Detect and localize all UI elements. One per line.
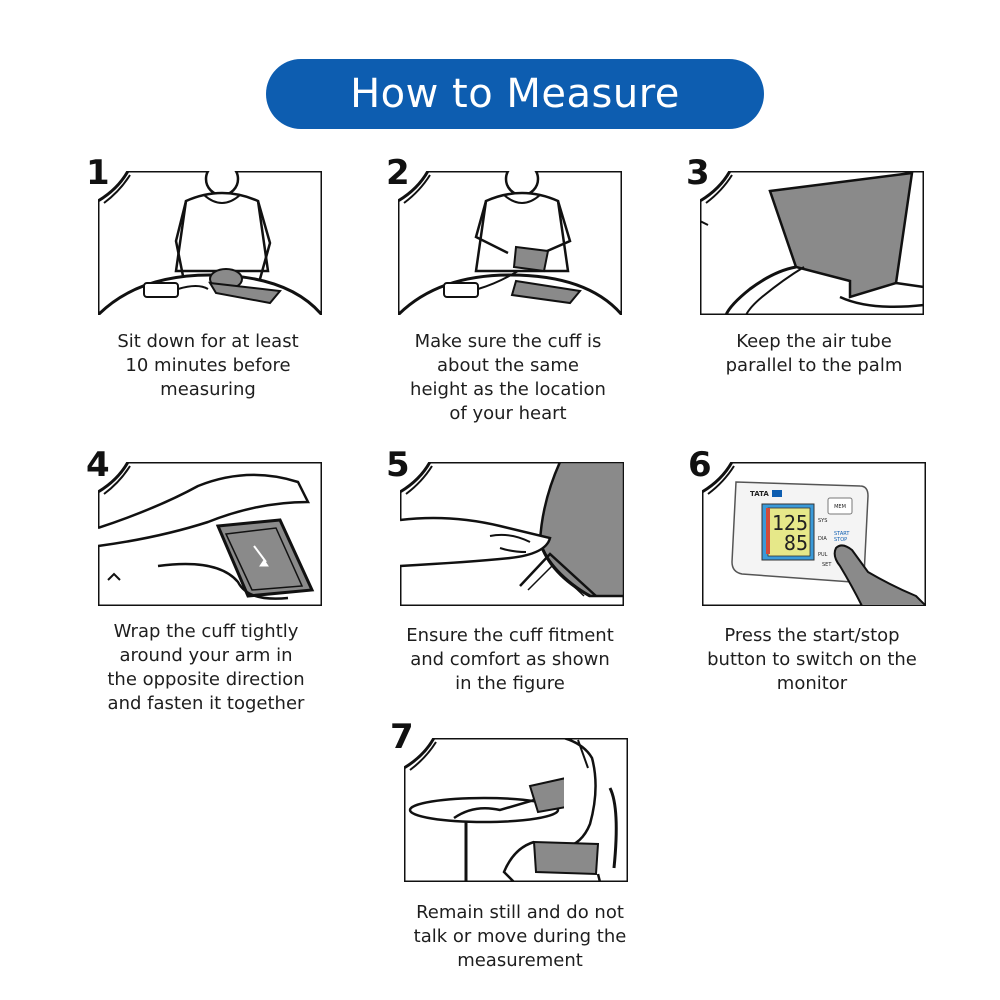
step-1-caption (78, 330, 338, 402)
monitor-sys-label: SYS (818, 518, 828, 524)
caption-line: in the figure (455, 673, 565, 694)
monitor-stop-label: STOP (834, 537, 848, 543)
step-number: 2 (386, 153, 410, 193)
step-number: 1 (86, 153, 110, 193)
step-2-illustration (398, 171, 622, 315)
step-6-caption (682, 624, 942, 696)
title-banner (266, 59, 764, 129)
step-3-caption (684, 330, 944, 378)
seated-person-raising-cuff-illustration (398, 171, 622, 315)
step-2-caption (378, 330, 638, 426)
caption-line: height as the location (410, 379, 606, 400)
bp-monitor-illustration (702, 462, 926, 606)
cuff-fitment-check-illustration (400, 462, 624, 606)
step-5-caption (380, 624, 640, 696)
caption-line: of your heart (449, 403, 567, 424)
step-number: 4 (86, 445, 110, 485)
wrapping-cuff-illustration (98, 462, 322, 606)
step-4-caption (76, 620, 336, 716)
step-3-illustration (700, 171, 924, 315)
monitor-dia-label: DIA (818, 536, 827, 542)
caption-line: Sit down for at least (117, 331, 299, 352)
caption-line: the opposite direction (107, 669, 305, 690)
caption-line: around your arm in (119, 645, 293, 666)
caption-line: Ensure the cuff fitment (406, 625, 614, 646)
caption-line: button to switch on the (707, 649, 917, 670)
monitor-set-label: SET (822, 562, 832, 568)
seated-at-table-illustration (404, 738, 628, 882)
caption-line: Make sure the cuff is (414, 331, 602, 352)
caption-line: measurement (457, 950, 583, 971)
step-1-illustration (98, 171, 322, 315)
step-5-illustration (400, 462, 624, 606)
caption-line: Press the start/stop (724, 625, 900, 646)
caption-line: Remain still and do not (416, 902, 624, 923)
step-number: 5 (386, 445, 410, 485)
caption-line: monitor (776, 673, 848, 694)
step-4-illustration (98, 462, 322, 606)
monitor-pul-label: PUL (818, 552, 828, 558)
caption-line: talk or move during the (413, 926, 627, 947)
caption-line: and fasten it together (107, 693, 305, 714)
step-number: 7 (390, 717, 414, 757)
monitor-start-label: START (834, 531, 850, 537)
caption-line: about the same (437, 355, 579, 376)
monitor-mem-label: MEM (834, 504, 846, 510)
monitor-sys-value: 125 (771, 511, 808, 535)
step-6-illustration (702, 462, 926, 606)
caption-line: measuring (160, 379, 256, 400)
monitor-brand: TATA (750, 490, 769, 498)
caption-line: Wrap the cuff tightly (113, 621, 299, 642)
caption-line: and comfort as shown (410, 649, 610, 670)
caption-line: Keep the air tube (736, 331, 892, 352)
step-number: 6 (688, 445, 712, 485)
monitor-dia-value: 85 (783, 531, 808, 555)
step-7-caption (390, 901, 650, 973)
step-number: 3 (686, 153, 710, 193)
caption-line: parallel to the palm (725, 355, 903, 376)
seated-person-cuff-illustration (98, 171, 322, 315)
arm-with-cuff-and-tube-illustration (700, 171, 924, 315)
page-title: How to Measure (350, 71, 680, 117)
caption-line: 10 minutes before (125, 355, 291, 376)
step-7-illustration (404, 738, 628, 882)
